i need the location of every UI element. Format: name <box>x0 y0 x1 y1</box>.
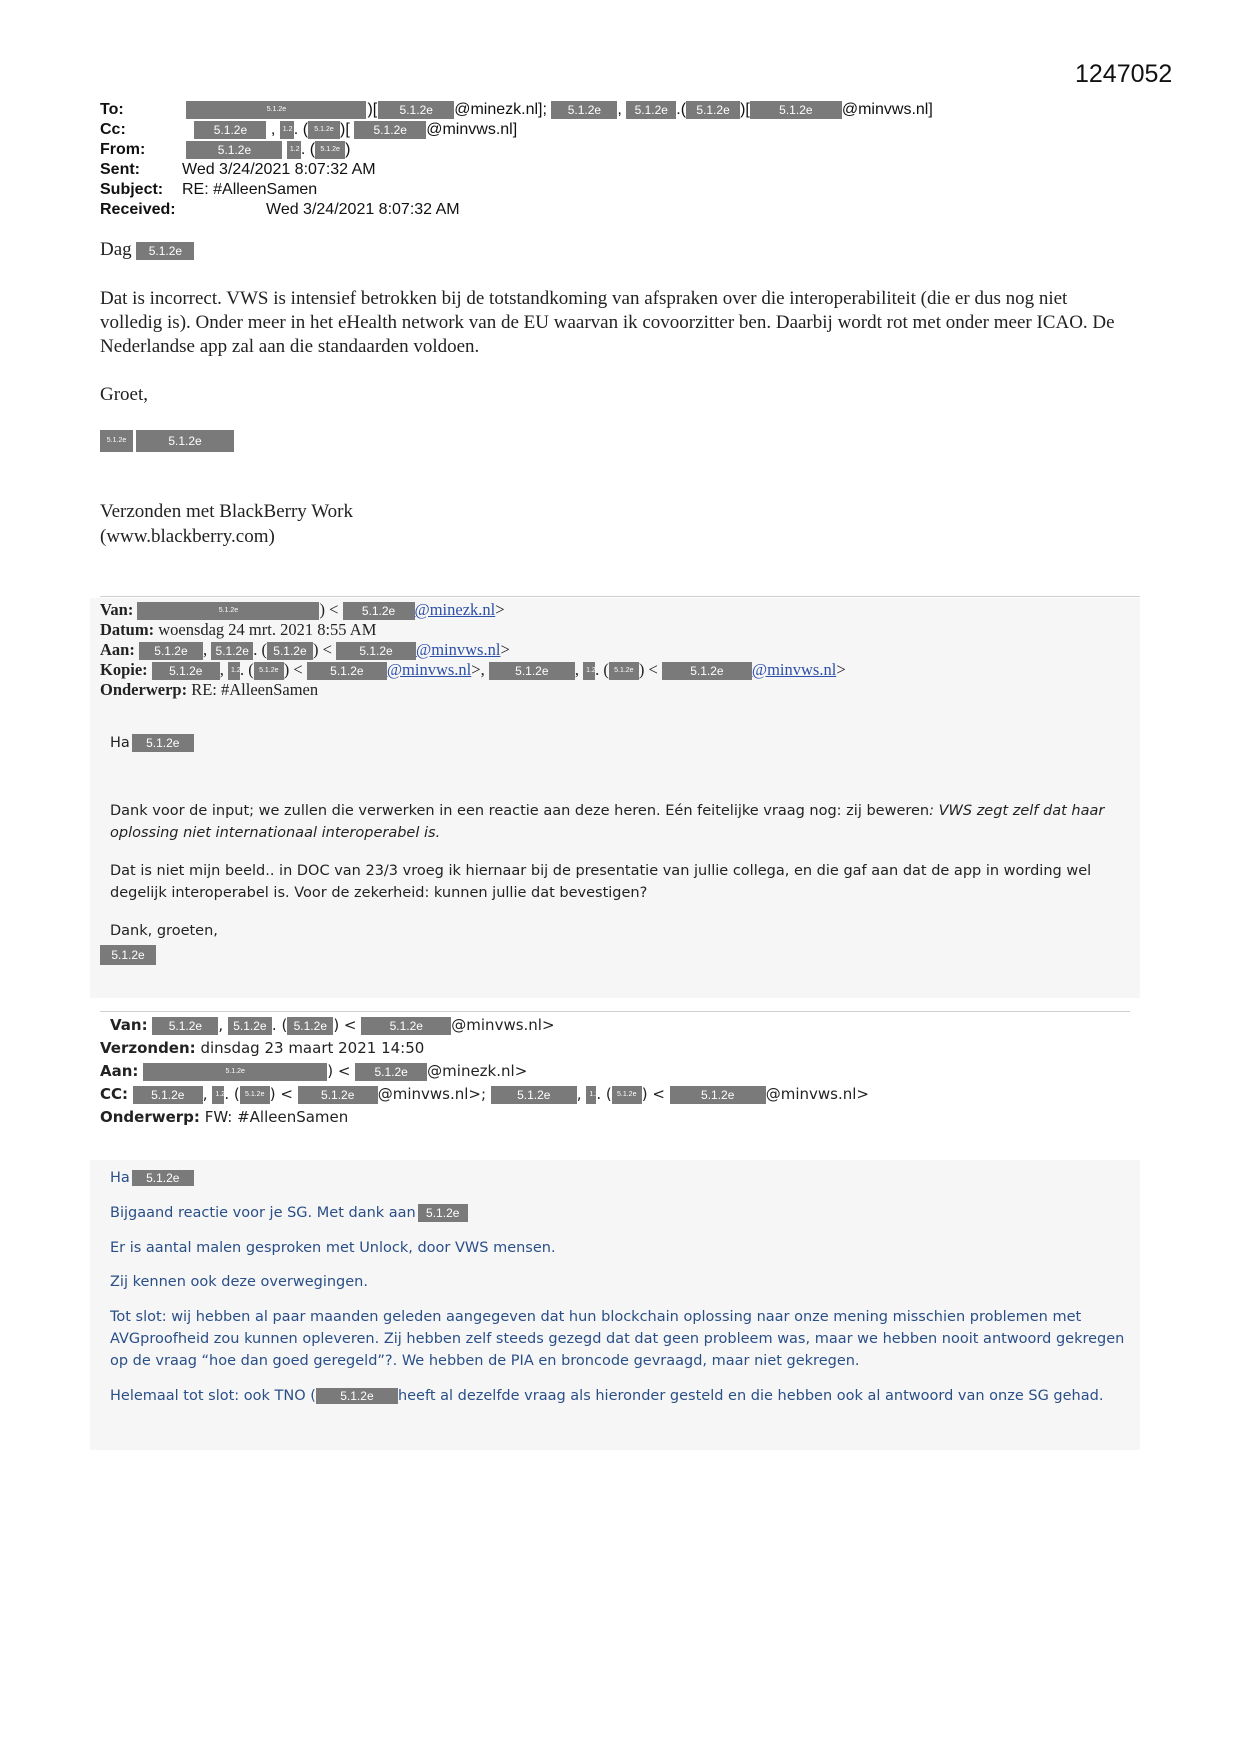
redaction: 1.2 <box>228 662 240 680</box>
redaction: 5.1.2e <box>354 121 426 139</box>
msg2-onderwerp-row <box>100 680 318 700</box>
redaction: 5.1.2e <box>612 1086 642 1104</box>
redaction: 5.1.2e <box>491 1086 577 1104</box>
msg3-paragraph-1 <box>110 1202 468 1224</box>
subject-row <box>100 180 317 200</box>
redaction: 5.1.2e <box>100 430 133 452</box>
msg3-van-email: @minvws.nl> <box>451 1016 555 1034</box>
msg2-datum-row <box>100 620 376 640</box>
msg3-greeting: Ha <box>110 1170 130 1186</box>
redaction: 5.1.2e <box>343 602 415 620</box>
msg2-kopie-label: Kopie: <box>100 660 148 679</box>
msg3-paragraph-5 <box>110 1385 1130 1407</box>
msg2-datum: woensdag 24 mrt. 2021 8:55 AM <box>158 620 377 639</box>
msg3-verzonden-label: Verzonden: <box>100 1039 196 1057</box>
redaction: 5.1.2e <box>137 602 319 620</box>
received-row <box>100 200 460 220</box>
msg3-van-label: Van: <box>110 1016 148 1034</box>
redaction: 5.1.2e <box>143 1063 327 1081</box>
redaction: 5.1.2e <box>194 121 266 139</box>
msg2-greeting: Ha <box>110 735 130 751</box>
redaction: 5.1.2e <box>361 1017 451 1035</box>
msg3-p1-text: Bijgaand reactie voor je SG. Met dank aan <box>110 1205 416 1221</box>
msg3-p5b: heeft al dezelfde vraag als hieronder gesteld en die hebben ook al antwoord van onze SG gehad. <box>397 1388 1104 1404</box>
redaction: 5.1.2e <box>750 101 842 119</box>
msg3-paragraph-2: Er is aantal malen gesproken met Unlock, door VWS mensen. <box>110 1240 556 1256</box>
redaction: 5.1.2e <box>100 945 156 965</box>
to-domain-1: @minezk.nl]; <box>454 101 547 118</box>
msg3-van-row: Van: 5.1.2e , 5.1.2e . ( 5.1.2e ) < 5.1.2e @minvws.nl> <box>110 1016 555 1034</box>
subject-label: Subject: <box>100 181 164 198</box>
msg3-onderwerp-label: Onderwerp: <box>100 1108 200 1126</box>
redaction: 5.1.2e <box>267 642 313 660</box>
redaction: 5.1.2e <box>316 1388 398 1404</box>
msg3-cc-label: CC: <box>100 1085 129 1103</box>
redaction: 5.1.2e <box>211 642 253 660</box>
msg3-aan-row: Aan: 5.1.2e ) < 5.1.2e @minezk.nl> <box>100 1062 528 1080</box>
cc-label: Cc: <box>100 121 126 138</box>
redaction: 5.1.2e <box>240 1086 270 1104</box>
redaction: 5.1.2e <box>336 642 416 660</box>
redaction: 5.1.2e <box>551 101 617 119</box>
msg2-greeting-row <box>110 732 194 754</box>
divider <box>100 1011 1130 1012</box>
redaction: 5.1.2e <box>152 1017 218 1035</box>
redaction: 1.2 <box>287 141 301 159</box>
redaction: 5.1.2e <box>186 101 366 119</box>
redaction: 5.1.2e <box>132 1170 194 1186</box>
redaction: 5.1.2e <box>133 1086 203 1104</box>
to-row: To: 5.1.2e )[ 5.1.2e @minezk.nl]; 5.1.2e , 5.1.2e .( 5.1.2e )[ 5.1.2e @minvws.nl] <box>100 101 933 118</box>
msg1-signature <box>100 430 234 452</box>
from-row: From: 5.1.2e 1.2. ( 5.1.2e ) <box>100 141 351 158</box>
redaction: 5.1.2e <box>662 662 752 680</box>
msg3-cc-row: CC: 5.1.2e , 1.2. ( 5.1.2e ) < 5.1.2e @minvws.nl>; 5.1.2e , 1.2. ( 5.1.2e ) < 5.1.2e @minvws.nl> <box>100 1085 869 1103</box>
msg2-p1-text: Dank voor de input; we zullen die verwerken in een reactie aan deze heren. Eén feitelijke vraag nog: zij beweren <box>110 803 930 819</box>
received-label: Received: <box>100 201 176 218</box>
redaction: 5.1.2e <box>489 662 575 680</box>
msg2-onderwerp-label: Onderwerp: <box>100 680 188 699</box>
msg2-van-row: Van: 5.1.2e ) < 5.1.2e @minezk.nl> <box>100 600 505 619</box>
from-label: From: <box>100 141 146 158</box>
msg1-paragraph: Dat is incorrect. VWS is intensief betrokken bij de totstandkoming van afspraken over die interoperabiliteit (die er dus nog niet volledig is). Onder meer in het eHealth network van de EU waarvan ik covoorzitter ben. Daarbij wordt rot met onder meer ICAO. De Nederlandse app zal aan die standaarden voldoen. <box>100 288 1115 357</box>
msg2-kopie-email-2[interactable]: @minvws.nl <box>751 660 837 679</box>
msg3-cc-email-1: @minvws.nl>; <box>377 1085 487 1103</box>
msg2-closing: Dank, groeten, <box>110 923 218 939</box>
msg3-paragraph-3: Zij kennen ook deze overwegingen. <box>110 1274 368 1290</box>
redaction: 5.1.2e <box>139 642 203 660</box>
redaction: 5.1.2e <box>132 734 194 752</box>
redaction: 5.1.2e <box>136 430 234 452</box>
msg2-signature <box>100 945 156 965</box>
msg2-paragraph-1 <box>110 800 1130 844</box>
msg2-p1-italic: : VWS zegt zelf dat haar oplossing niet internationaal interoperabel is. <box>110 803 1105 841</box>
redaction: 1.2 <box>583 662 595 680</box>
cc-domain: @minvws.nl] <box>426 121 518 138</box>
redaction: 5.1.2e <box>254 662 284 680</box>
msg3-aan-email: @minezk.nl> <box>427 1062 528 1080</box>
to-label: To: <box>100 101 124 118</box>
redaction: 5.1.2e <box>670 1086 766 1104</box>
redaction: 5.1.2e <box>609 662 639 680</box>
msg3-onderwerp-row <box>100 1106 348 1128</box>
received-value: Wed 3/24/2021 8:07:32 AM <box>266 201 460 218</box>
redaction: 5.1.2e <box>308 121 340 139</box>
msg3-verzonden: dinsdag 23 maart 2021 14:50 <box>200 1039 425 1057</box>
msg2-aan-label: Aan: <box>100 640 135 659</box>
msg3-cc-email-2: @minvws.nl> <box>765 1085 869 1103</box>
redaction: 5.1.2e <box>307 662 387 680</box>
sent-label: Sent: <box>100 161 140 178</box>
msg3-paragraph-4: Tot slot: wij hebben al paar maanden geleden aangegeven dat hun blockchain oplossing naar onze mening misschien problemen met AVGproofheid zou kunnen opleveren. Zij hebben zelf steeds gezegd dat dat geen probleem was, maar we hebben nooit antwoord gekregen op de vraag “hoe dan goed geregeld”?. We hebben de PIA en broncode gevraagd, maar niet gekregen. <box>110 1309 1125 1369</box>
document-number: 1247052 <box>1075 60 1173 88</box>
redaction: 5.1.2e <box>686 101 740 119</box>
msg3-greeting-row <box>110 1167 194 1189</box>
msg3-aan-label: Aan: <box>100 1062 139 1080</box>
redaction: 5.1.2e <box>152 662 220 680</box>
msg2-aan-email[interactable]: @minvws.nl <box>416 640 501 659</box>
msg3-verzonden-row <box>100 1037 424 1059</box>
msg1-footer-2: (www.blackberry.com) <box>100 526 275 547</box>
msg1-closing: Groet, <box>100 384 149 405</box>
cc-row: Cc: 5.1.2e , 1.2. ( 5.1.2e )[ 5.1.2e @minvws.nl] <box>100 121 518 138</box>
msg3-p5a: Helemaal tot slot: ook TNO ( <box>110 1388 316 1404</box>
redaction: 5.1.2e <box>228 1017 272 1035</box>
msg2-datum-label: Datum: <box>100 620 155 639</box>
msg1-footer-1: Verzonden met BlackBerry Work <box>100 501 353 522</box>
msg2-van-email[interactable]: @minezk.nl <box>414 600 496 619</box>
to-domain-2: @minvws.nl] <box>841 101 933 118</box>
msg2-paragraph-2: Dat is niet mijn beeld.. in DOC van 23/3 vroeg ik hiernaar bij de presentatie van jullie collega, en die gaf aan dat de app in wording wel degelijk interoperabel is. Voor de zekerheid: kunnen jullie dat bevestigen? <box>110 863 1092 901</box>
redaction: 5.1.2e <box>418 1204 468 1222</box>
redaction: 1.2 <box>586 1086 596 1104</box>
msg2-kopie-row: Kopie: 5.1.2e , 1.2. ( 5.1.2e ) < 5.1.2e @minvws.nl>, 5.1.2e , 1.2. ( 5.1.2e ) < 5.1.2e @minvws.nl> <box>100 660 846 679</box>
msg3-onderwerp: FW: #AlleenSamen <box>204 1108 349 1126</box>
redaction: 5.1.2e <box>186 141 282 159</box>
msg1-greeting: Dag <box>100 239 132 260</box>
redaction: 1.2 <box>212 1086 224 1104</box>
redaction: 5.1.2e <box>136 242 194 260</box>
redaction: 5.1.2e <box>378 101 454 119</box>
msg2-aan-row: Aan: 5.1.2e , 5.1.2e . ( 5.1.2e ) < 5.1.2e @minvws.nl> <box>100 640 510 659</box>
redaction: 5.1.2e <box>298 1086 378 1104</box>
redaction: 5.1.2e <box>626 101 676 119</box>
sent-row <box>100 160 376 180</box>
redaction: 5.1.2e <box>315 141 345 159</box>
divider <box>100 596 1140 597</box>
subject-value: RE: #AlleenSamen <box>182 181 318 198</box>
msg2-van-label: Van: <box>100 600 134 619</box>
redaction: 1.2 <box>280 121 294 139</box>
msg2-kopie-email-1[interactable]: @minvws.nl <box>386 660 472 679</box>
sent-value: Wed 3/24/2021 8:07:32 AM <box>182 161 376 178</box>
redaction: 5.1.2e <box>287 1017 333 1035</box>
redaction: 5.1.2e <box>355 1063 427 1081</box>
msg2-onderwerp: RE: #AlleenSamen <box>191 680 319 699</box>
msg1-greeting-row <box>100 238 194 262</box>
